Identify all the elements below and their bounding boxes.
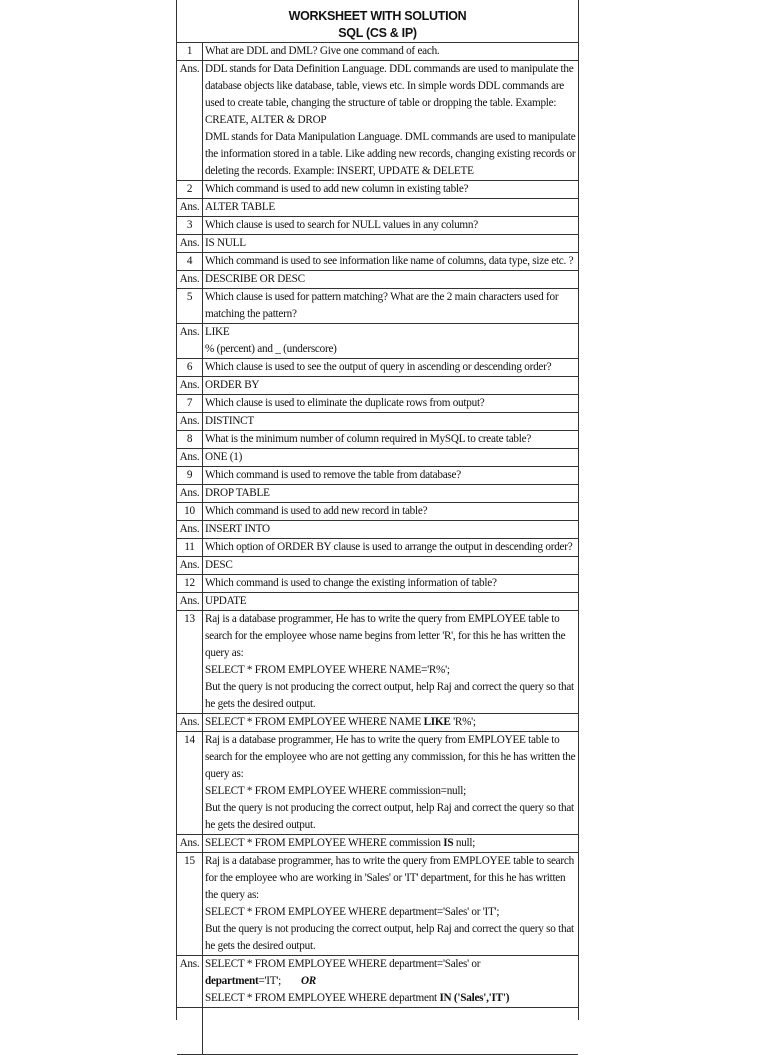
answer-label: Ans.: [177, 271, 203, 288]
page-title: WORKSHEET WITH SOLUTION: [288, 9, 467, 23]
blank-cell: [203, 1008, 578, 1054]
question-query: SELECT * FROM EMPLOYEE WHERE commission=null;: [205, 785, 466, 797]
question-row-15: [177, 853, 578, 956]
answer-row-7: [177, 413, 578, 431]
answer-row-15: [177, 956, 578, 1008]
question-row-1: [177, 43, 578, 61]
answer-text: DESCRIBE OR DESC: [205, 273, 305, 285]
answer-query: 'R%';: [450, 716, 476, 728]
question-number: 8: [177, 431, 203, 448]
question-number: 13: [177, 611, 203, 713]
question-text: What is the minimum number of column required in MySQL to create table?: [205, 433, 532, 445]
question-line: But the query is not producing the correct output, help Raj and correct the query so that he gets the desired output.: [205, 923, 574, 952]
answer-query: SELECT * FROM EMPLOYEE WHERE commission: [205, 837, 444, 849]
answer-row-3: [177, 235, 578, 253]
question-number: 9: [177, 467, 203, 484]
question-number: 7: [177, 395, 203, 412]
question-row-10: [177, 503, 578, 521]
answer-row-12: [177, 593, 578, 611]
answer-query: SELECT * FROM EMPLOYEE WHERE NAME: [205, 716, 424, 728]
answer-keyword: department: [205, 975, 259, 987]
question-row-7: [177, 395, 578, 413]
answer-row-11: [177, 557, 578, 575]
answer-text: UPDATE: [205, 595, 247, 607]
question-number: 4: [177, 253, 203, 270]
answer-query: null;: [453, 837, 476, 849]
question-row-6: [177, 359, 578, 377]
answer-text: ONE (1): [205, 451, 243, 463]
question-line: Raj is a database programmer, He has to write the query from EMPLOYEE table to search for the employee whose name begins from letter 'R', for this he has written the query as:: [205, 613, 566, 659]
question-number: 11: [177, 539, 203, 556]
blank-cell: [177, 1008, 203, 1054]
question-row-14: [177, 732, 578, 835]
answer-label: Ans.: [177, 199, 203, 216]
answer-line: LIKE: [205, 326, 230, 338]
question-text: [203, 611, 578, 713]
worksheet: [176, 0, 579, 1020]
question-number: 1: [177, 43, 203, 60]
question-text: Which command is used to change the existing information of table?: [205, 577, 497, 589]
answer-query: SELECT * FROM EMPLOYEE WHERE department: [205, 992, 440, 1004]
answer-text: DISTINCT: [205, 415, 254, 427]
answer-label: Ans.: [177, 324, 203, 358]
answer-label: Ans.: [177, 449, 203, 466]
answer-para-ddl: DDL stands for Data Definition Language. DDL commands are used to manipulate the database objects like database, table, views etc. In simple words DDL commands are used to create table, changing the structure of table or dropping the table. Example: CREATE, ALTER & DROP: [205, 63, 574, 126]
answer-label: Ans.: [177, 714, 203, 731]
answer-text: [203, 324, 578, 358]
answer-row-1: [177, 61, 578, 181]
question-line: Raj is a database programmer, has to write the query from EMPLOYEE table to search for the employee who are working in 'Sales' or 'IT' department, for this he has written the query as:: [205, 855, 574, 901]
question-number: 3: [177, 217, 203, 234]
question-row-4: [177, 253, 578, 271]
answer-row-14: [177, 835, 578, 853]
answer-text: INSERT INTO: [205, 523, 270, 535]
answer-label: Ans.: [177, 557, 203, 574]
answer-text: [203, 835, 578, 852]
answer-row-4: [177, 271, 578, 289]
question-text: Which command is used to see information like name of columns, data type, size etc. ?: [205, 255, 574, 267]
answer-label: Ans.: [177, 61, 203, 180]
answer-row-13: [177, 714, 578, 732]
answer-text: DESC: [205, 559, 233, 571]
answer-para-dml: DML stands for Data Manipulation Language. DML commands are used to manipulate the information stored in a table. Like adding new records, changing existing records or deleting the records. Example: INSERT, UPDATE & DELETE: [205, 131, 576, 177]
question-row-5: [177, 289, 578, 324]
question-text: [203, 853, 578, 955]
answer-keyword: IN ('Sales','IT'): [439, 992, 510, 1004]
answer-text: [203, 714, 578, 731]
answer-keyword: IS: [443, 837, 454, 849]
answer-label: Ans.: [177, 835, 203, 852]
question-number: 2: [177, 181, 203, 198]
answer-label: Ans.: [177, 956, 203, 1007]
question-text: Which clause is used to eliminate the duplicate rows from output?: [205, 397, 485, 409]
answer-text: [203, 956, 578, 1007]
page-subtitle: SQL (CS & IP): [338, 26, 417, 40]
question-text: Which clause is used to see the output of query in ascending or descending order?: [205, 361, 552, 373]
question-line: But the query is not producing the correct output, help Raj and correct the query so that he gets the desired output.: [205, 681, 574, 710]
question-row-9: [177, 467, 578, 485]
question-row-8: [177, 431, 578, 449]
question-number: 14: [177, 732, 203, 834]
question-number: 6: [177, 359, 203, 376]
question-text: Which clause is used for pattern matching? What are the 2 main characters used for matching the pattern?: [205, 291, 559, 320]
answer-line: [205, 956, 576, 990]
question-text: Which option of ORDER BY clause is used to arrange the output in descending order?: [205, 541, 573, 553]
answer-query: ='IT';: [258, 975, 281, 987]
worksheet-header: [177, 0, 578, 42]
answer-row-9: [177, 485, 578, 503]
question-text: [203, 732, 578, 834]
question-row-11: [177, 539, 578, 557]
question-line: But the query is not producing the correct output, help Raj and correct the query so that he gets the desired output.: [205, 802, 574, 831]
answer-text: ORDER BY: [205, 379, 260, 391]
answer-label: Ans.: [177, 377, 203, 394]
question-text: Which clause is used to search for NULL values in any column?: [205, 219, 478, 231]
question-text: Which command is used to add new record in table?: [205, 505, 428, 517]
answer-line: [205, 990, 576, 1007]
answer-row-10: [177, 521, 578, 539]
answer-label: Ans.: [177, 413, 203, 430]
answer-row-8: [177, 449, 578, 467]
question-text: Which command is used to remove the table from database?: [205, 469, 461, 481]
answer-row-5: [177, 324, 578, 359]
question-number: 10: [177, 503, 203, 520]
blank-row: [177, 1008, 578, 1055]
answer-text: IS NULL: [205, 237, 246, 249]
answer-text: DROP TABLE: [205, 487, 270, 499]
question-row-2: [177, 181, 578, 199]
answer-query: SELECT * FROM EMPLOYEE WHERE department='Sales' or: [205, 958, 481, 970]
question-row-13: [177, 611, 578, 714]
answer-label: Ans.: [177, 485, 203, 502]
question-row-12: [177, 575, 578, 593]
question-query: SELECT * FROM EMPLOYEE WHERE department='Sales' or 'IT';: [205, 906, 500, 918]
question-query: SELECT * FROM EMPLOYEE WHERE NAME='R%';: [205, 664, 450, 676]
answer-label: Ans.: [177, 593, 203, 610]
answer-label: Ans.: [177, 521, 203, 538]
or-label: OR: [300, 975, 316, 987]
answer-row-6: [177, 377, 578, 395]
question-number: 15: [177, 853, 203, 955]
question-row-3: [177, 217, 578, 235]
question-text: Which command is used to add new column in existing table?: [205, 183, 469, 195]
qa-table: [177, 42, 578, 1055]
answer-row-2: [177, 199, 578, 217]
question-number: 5: [177, 289, 203, 323]
answer-keyword: LIKE: [423, 716, 451, 728]
question-number: 12: [177, 575, 203, 592]
question-line: Raj is a database programmer, He has to write the query from EMPLOYEE table to search for the employee who are not getting any commission, for this he has written the query as:: [205, 734, 576, 780]
answer-text: [203, 61, 578, 180]
answer-text: ALTER TABLE: [205, 201, 276, 213]
answer-line: % (percent) and _ (underscore): [205, 343, 337, 355]
answer-label: Ans.: [177, 235, 203, 252]
question-text: What are DDL and DML? Give one command of each.: [205, 45, 440, 57]
